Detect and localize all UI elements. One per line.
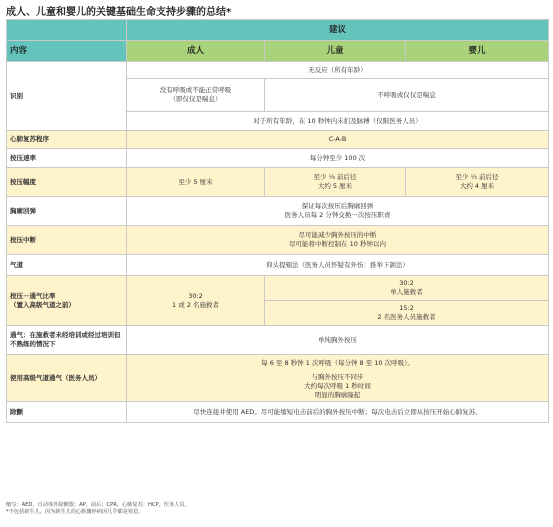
row-label-compression-rate: 按压速率: [7, 149, 127, 168]
ratio-child-infant-single: 30:2 单人施救者: [265, 276, 549, 301]
ratio-adult: 30:2 1 或 2 名施救者: [127, 276, 265, 326]
airway-value: 仰头提颏法（医务人员怀疑有外伤：推举下颌法）: [127, 255, 549, 276]
recognition-unresponsive: 无反应（所有年龄）: [127, 62, 549, 79]
page-title: 成人、儿童和婴儿的关键基础生命支持步骤的总结*: [6, 7, 232, 18]
header-blank-cell: [7, 20, 127, 41]
header-content: 内容: [7, 41, 127, 62]
recognition-pulse-check: 对于所有年龄，在 10 秒钟内未扪及脉搏（仅限医务人员）: [127, 112, 549, 131]
chest-recoil-value: 保证每次按压后胸廓回弹 医务人员每 2 分钟交换一次按压职责: [127, 197, 549, 226]
row-label-recognition: 识别: [7, 62, 127, 131]
recognition-adult-breathing: 没有呼吸或不能正常呼吸 （即仅仅是喘息）: [127, 79, 265, 112]
advanced-airway-line2: 与胸外按压不同步 大约每次呼吸 1 秒时间 明显的胸廓隆起: [127, 371, 549, 402]
header-adult: 成人: [127, 41, 265, 62]
row-label-chest-recoil: 胸廓回弹: [7, 197, 127, 226]
ratio-child-infant-two: 15:2 2 名医务人员施救者: [265, 301, 549, 326]
untrained-value: 单纯胸外按压: [127, 326, 549, 355]
row-label-airway: 气道: [7, 255, 127, 276]
header-recommendation: 建议: [127, 20, 549, 41]
header-child: 儿童: [265, 41, 406, 62]
row-label-compression-depth: 按压幅度: [7, 168, 127, 197]
defibrillation-value: 尽快连接并使用 AED。尽可能缩短电击前后的胸外按压中断；每次电击后立即从按压开始心肺复苏。: [127, 402, 549, 423]
footnote: 缩写：AED，自动体外除颤器；AP，前后；CPR，心肺复苏；HCP，医务人员。 *不包括新生儿，因为新生儿的心脏骤停病因几乎都是窒息。: [6, 502, 190, 515]
row-label-cpr-sequence: 心肺复苏程序: [7, 131, 127, 149]
row-label-advanced-airway: 使用高级气道通气（医务人员）: [7, 355, 127, 402]
compression-rate-value: 每分钟至少 100 次: [127, 149, 549, 168]
compression-depth-infant: 至少 ⅓ 前后径 大约 4 厘米: [406, 168, 549, 197]
bls-summary-table: [6, 19, 549, 423]
cpr-sequence-value: C-A-B: [127, 131, 549, 149]
advanced-airway-line1: 每 6 至 8 秒钟 1 次呼吸（每分钟 8 至 10 次呼吸）。: [127, 355, 549, 372]
recognition-child-infant-breathing: 不呼吸或仅仅是喘息: [265, 79, 549, 112]
row-label-ratio: 按压－通气比率 （置入高级气道之前）: [7, 276, 127, 326]
compression-depth-child: 至少 ⅓ 前后径 大约 5 厘米: [265, 168, 406, 197]
row-label-defibrillation: 除颤: [7, 402, 127, 423]
interruptions-value: 尽可能减少胸外按压的中断 尽可能将中断控制在 10 秒钟以内: [127, 226, 549, 255]
row-label-untrained: 通气：在施救者未经培训或经过培训但不熟练的情况下: [7, 326, 127, 355]
row-label-interruptions: 按压中断: [7, 226, 127, 255]
header-infant: 婴儿: [406, 41, 549, 62]
compression-depth-adult: 至少 5 厘米: [127, 168, 265, 197]
